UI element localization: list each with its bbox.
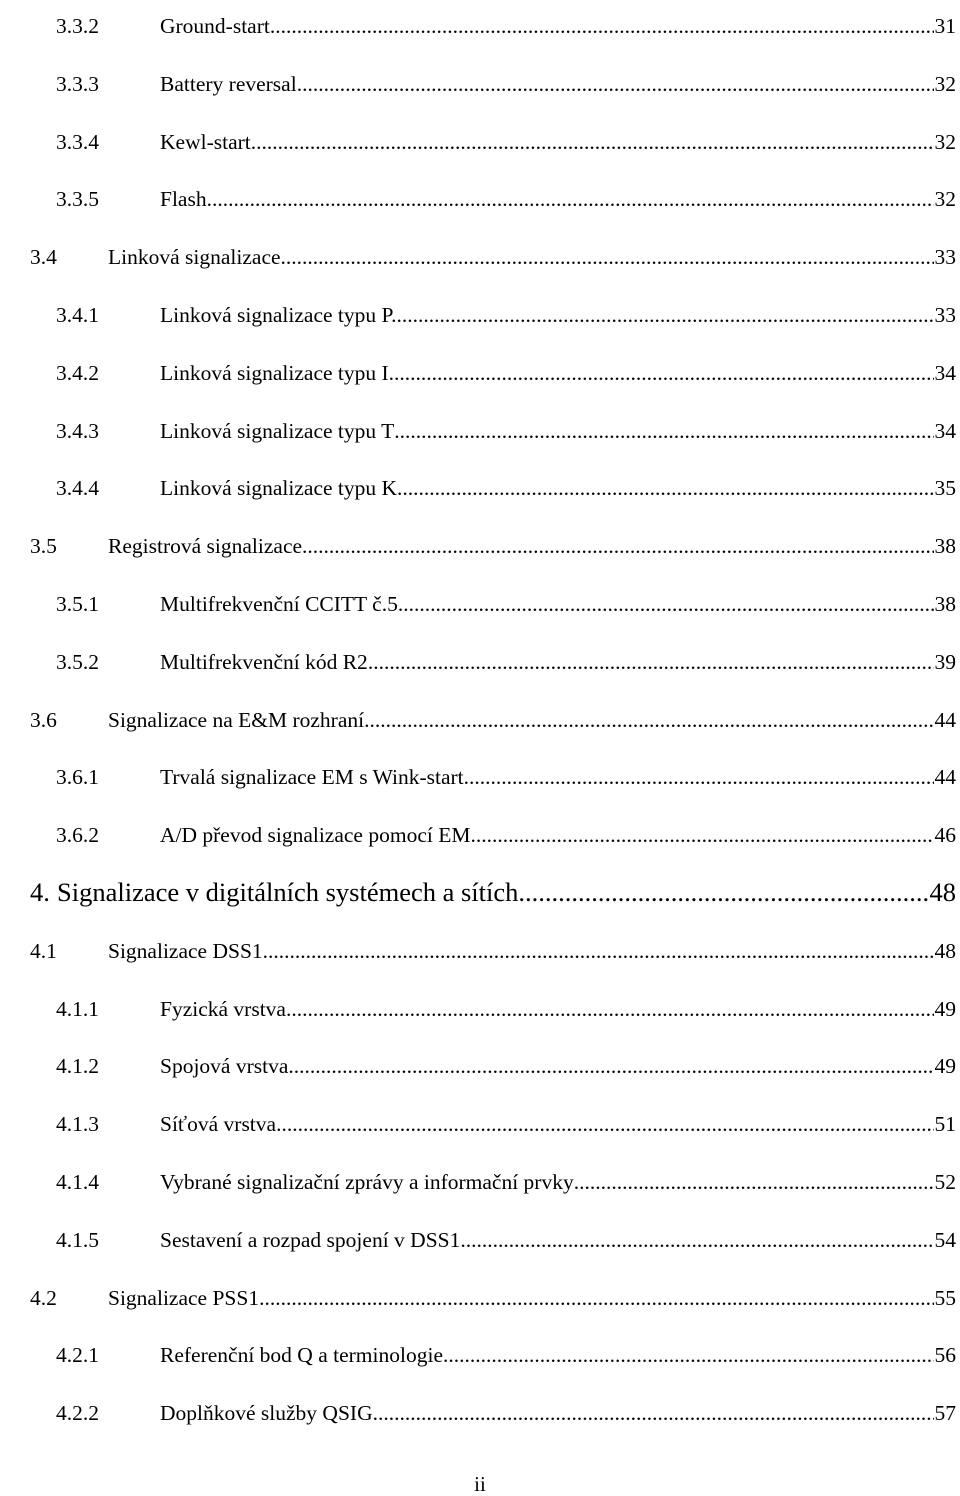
toc-entry-page: 46 [934,823,956,848]
toc-entry-page: 39 [934,649,956,674]
toc-entry-page: 38 [934,534,956,559]
toc-entry[interactable] [56,648,956,676]
toc-dot-leader [389,359,934,387]
toc-dot-leader [251,128,934,156]
toc-entry-title: Ground-start [160,14,270,38]
page-number: ii [474,1472,486,1496]
toc-entry-number: 3.4.4 [56,476,99,501]
toc-entry-title: Linková signalizace typu P. [160,303,397,327]
toc-dot-leader [394,417,933,445]
toc-entry-title: A/D převod signalizace pomocí EM [160,823,471,848]
toc-entry-page: 54 [934,1227,956,1252]
toc-entry-title: Fyzická vrstva [160,996,286,1021]
toc-dot-leader [373,1399,934,1427]
toc-entry-page: 48 [929,877,956,907]
toc-entry-number: 3.6.1 [56,765,99,790]
toc-dot-leader [297,70,934,98]
toc-entry-number: 4. [30,877,50,907]
toc-entry[interactable] [30,706,956,734]
toc-dot-leader [464,763,934,791]
toc-entry-title: Referenční bod Q a terminologie [160,1343,443,1368]
toc-entry-page: 34 [934,418,956,443]
toc-entry-page: 57 [934,1401,956,1426]
toc-entry-title: Trvalá signalizace EM s Wink-start [160,765,464,790]
toc-entry[interactable] [56,590,956,618]
toc-entry[interactable] [56,128,956,156]
toc-dot-leader [398,590,934,618]
toc-entry-number: 3.6 [30,707,57,732]
toc-entry-number: 3.5.2 [56,649,99,674]
toc-entry-title: Vybrané signalizační zprávy a informační prvky [160,1170,574,1194]
toc-entry-page: 32 [934,187,956,212]
toc-entry[interactable] [56,1399,956,1427]
toc-dot-leader [574,1168,934,1196]
toc-entry-number: 4.1.3 [56,1112,99,1137]
toc-entry-title: Linková signalizace [108,245,281,270]
toc-entry[interactable] [56,474,956,502]
toc-entry-title: Signalizace na E&M rozhraní [108,707,365,732]
toc-entry-number: 4.1.2 [56,1054,99,1079]
toc-entry[interactable] [30,937,956,965]
toc-entry[interactable] [56,185,956,213]
toc-entry-number: 4.1 [30,938,57,963]
toc-entry-page: 38 [934,592,956,616]
toc-dot-leader [397,474,933,502]
toc-entry-number: 4.2.2 [56,1401,99,1426]
toc-entry-title: Battery reversal [160,71,297,96]
toc-entry[interactable] [30,532,956,560]
toc-entry-number: 3.4 [30,245,57,270]
toc-entry-title: Signalizace v digitálních systémech a sítích [57,877,519,907]
toc-entry-number: 3.4.1 [56,303,99,327]
toc-entry-title: Flash [160,187,207,212]
toc-dot-leader [276,1110,933,1138]
toc-entry-number: 3.3.3 [56,71,99,96]
toc-dot-leader [518,876,928,908]
toc-entry-page: 44 [934,707,956,732]
toc-entry-title: Signalizace DSS1 [108,938,263,963]
toc-entry-page: 51 [934,1112,956,1137]
toc-entry-title: Multifrekvenční CCITT č.5 [160,592,398,616]
toc-entry-number: 3.4.2 [56,360,99,385]
toc-entry-title: Spojová vrstva [160,1054,289,1079]
toc-dot-leader [396,301,933,329]
toc-entry-number: 3.4.3 [56,418,99,443]
toc-entry[interactable] [30,876,956,908]
toc-entry[interactable] [56,1341,956,1369]
toc-entry-page: 34 [934,360,956,385]
toc-entry[interactable] [56,70,956,98]
toc-entry-number: 4.2.1 [56,1343,99,1368]
toc-dot-leader [364,706,933,734]
toc-entry-page: 49 [934,1054,956,1079]
toc-dot-leader [443,1341,934,1369]
toc-entry-number: 3.3.2 [56,14,99,38]
toc-dot-leader [368,648,934,676]
toc-entry-page: 32 [934,71,956,96]
toc-entry-page: 32 [934,129,956,154]
toc-entry[interactable] [56,301,956,329]
toc-dot-leader [263,937,934,965]
toc-entry-page: 33 [934,245,956,270]
toc-entry[interactable] [56,12,956,40]
toc-dot-leader [207,185,934,213]
toc-entry-title: Síťová vrstva [160,1112,277,1137]
toc-dot-leader [259,1284,933,1312]
toc-entry-page: 35 [934,476,956,501]
toc-entry-title: Sestavení a rozpad spojení v DSS1 [160,1227,461,1252]
toc-entry[interactable] [30,1284,956,1312]
toc-dot-leader [288,1052,933,1080]
toc-entry-page: 56 [934,1343,956,1368]
toc-entry-title: Doplňkové služby QSIG [160,1401,373,1426]
toc-dot-leader [281,243,934,271]
toc-entry[interactable] [56,417,956,445]
toc-entry-title: Registrová signalizace [108,534,303,559]
toc-entry-page: 55 [934,1285,956,1310]
toc-entry-page: 33 [934,303,956,327]
toc-entry-page: 48 [934,938,956,963]
toc-entry-title: Linková signalizace typu T [160,418,395,443]
toc-entry[interactable] [30,243,956,271]
toc-entry-number: 3.5 [30,534,57,559]
toc-entry-title: Signalizace PSS1 [108,1285,260,1310]
toc-entry-page: 52 [934,1170,956,1194]
toc-entry-page: 44 [934,765,956,790]
toc-entry[interactable] [56,359,956,387]
toc-entry[interactable] [56,763,956,791]
toc-entry-title: Multifrekvenční kód R2 [160,649,368,674]
toc-entry-number: 4.1.5 [56,1227,99,1252]
toc-entry-number: 3.3.5 [56,187,99,212]
toc-entry[interactable] [56,821,956,849]
toc-dot-leader [460,1226,933,1254]
toc-entry-number: 3.3.4 [56,129,99,154]
toc-entry-number: 4.1.1 [56,996,99,1021]
toc-entry-title: Linková signalizace typu I [160,360,389,385]
toc-entry[interactable] [56,995,956,1023]
toc-entry-page: 49 [934,996,956,1021]
toc-entry[interactable] [56,1052,956,1080]
toc-entry-number: 3.5.1 [56,592,99,616]
toc-entry-title: Linková signalizace typu K [160,476,398,501]
toc-entry[interactable] [56,1110,956,1138]
toc-entry-number: 4.2 [30,1285,57,1310]
toc-entry[interactable] [56,1226,956,1254]
toc-entry-number: 3.6.2 [56,823,99,848]
toc-entry-number: 4.1.4 [56,1170,99,1194]
toc-entry-page: 31 [934,14,956,38]
toc-dot-leader [302,532,933,560]
toc-dot-leader [470,821,933,849]
toc-dot-leader [286,995,934,1023]
toc-entry-title: Kewl-start [160,129,251,154]
toc-entry[interactable] [56,1168,956,1196]
toc-dot-leader [270,12,934,40]
